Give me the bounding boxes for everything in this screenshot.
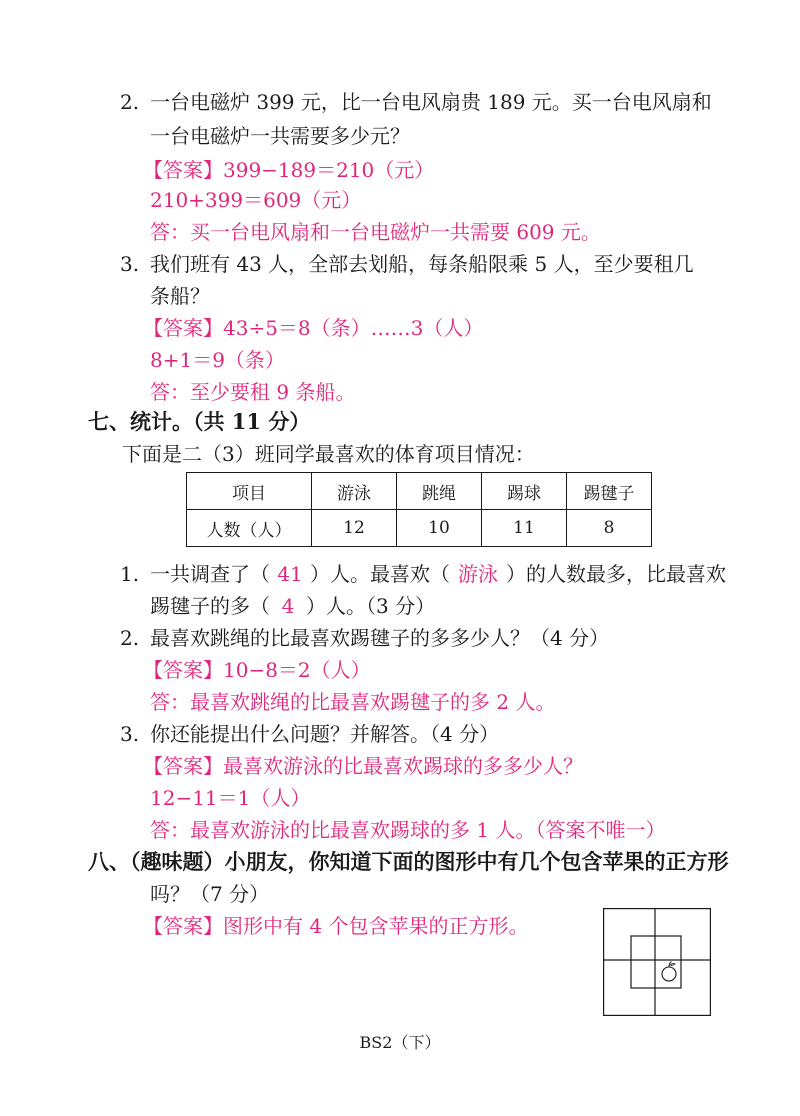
s7q1-text: ）的人数最多，比最喜欢 [506, 562, 726, 586]
section7-title: 七、统计。（共 11 分） [88, 409, 311, 434]
q3-answer-line2: 8+1＝9（条） [150, 348, 285, 372]
q2-answer-line3: 答：买一台电风扇和一台电磁炉一共需要 609 元。 [150, 220, 601, 244]
apple-grid-figure [603, 908, 711, 1016]
s7q1-text: 踢毽子的多（ [150, 594, 270, 618]
s7q1-line1 [150, 560, 726, 588]
table-cell: 10 [397, 510, 482, 547]
s7q1-answer-diff: 4 [281, 594, 295, 618]
table-cell: 人数（人） [187, 510, 312, 547]
section8-title-line1: 八、（趣味题）小朋友，你知道下面的图形中有几个包含苹果的正方形 [88, 849, 729, 874]
apple-icon [662, 962, 676, 982]
q2-text-line2: 一台电磁炉一共需要多少元？ [150, 124, 410, 148]
section7-intro: 下面是二（3）班同学最喜欢的体育项目情况： [122, 442, 535, 466]
section8-title-line2: 吗？（7 分） [150, 882, 270, 906]
s7q2-answer-line2: 答：最喜欢跳绳的比最喜欢踢毽子的多 2 人。 [150, 690, 556, 714]
s7q1-answer-count: 41 [277, 562, 303, 586]
q3-answer-line3: 答：至少要租 9 条船。 [150, 380, 356, 404]
table-cell: 跳绳 [397, 473, 482, 510]
table-cell: 项目 [187, 473, 312, 510]
s7q3-answer-line3: 答：最喜欢游泳的比最喜欢踢球的多 1 人。（答案不唯一） [150, 818, 666, 842]
s7q2-text: 最喜欢跳绳的比最喜欢踢毽子的多多少人？（4 分） [150, 626, 610, 650]
s7q1-text: ）人。最喜欢（ [310, 562, 450, 586]
s7q2-number: 2. [120, 626, 140, 650]
outer-square [604, 909, 711, 1016]
page-footer: BS2（下） [359, 1033, 441, 1052]
table-row [187, 510, 652, 547]
q2-answer-line1: 【答案】399−189＝210（元） [143, 158, 435, 182]
table-header-row [187, 473, 652, 510]
s7q3-answer-line2: 12−11＝1（人） [150, 786, 311, 810]
table-cell: 12 [312, 510, 397, 547]
table-cell: 11 [482, 510, 567, 547]
table-cell: 踢毽子 [567, 473, 652, 510]
inner-square [631, 936, 681, 988]
s7q1-number: 1. [120, 562, 140, 586]
q3-answer-line1: 【答案】43÷5＝8（条）……3（人） [143, 316, 484, 340]
q3-text-line2: 条船？ [150, 284, 210, 308]
s7q3-answer-line1: 【答案】最喜欢游泳的比最喜欢踢球的多多少人？ [143, 754, 583, 778]
s7q1-line2 [150, 592, 435, 620]
s7q3-text: 你还能提出什么问题？并解答。（4 分） [150, 722, 500, 746]
q3-text-line1: 我们班有 43 人，全部去划船，每条船限乘 5 人，至少要租几 [150, 252, 694, 276]
sports-table [186, 472, 652, 547]
q2-answer-line2: 210+399＝609（元） [150, 188, 362, 212]
s7q1-answer-sport: 游泳 [458, 562, 498, 586]
section8-answer: 【答案】图形中有 4 个包含苹果的正方形。 [143, 914, 529, 938]
s7q3-number: 3. [120, 722, 140, 746]
table-cell: 8 [567, 510, 652, 547]
q2-text-line1: 一台电磁炉 399 元，比一台电风扇贵 189 元。买一台电风扇和 [150, 90, 712, 114]
q2-number: 2. [120, 90, 140, 114]
s7q1-text: ）人。（3 分） [306, 594, 436, 618]
table-cell: 踢球 [482, 473, 567, 510]
q3-number: 3. [120, 252, 140, 276]
table-cell: 游泳 [312, 473, 397, 510]
s7q2-answer-line1: 【答案】10−8＝2（人） [143, 658, 371, 682]
s7q1-text: 一共调查了（ [150, 562, 270, 586]
